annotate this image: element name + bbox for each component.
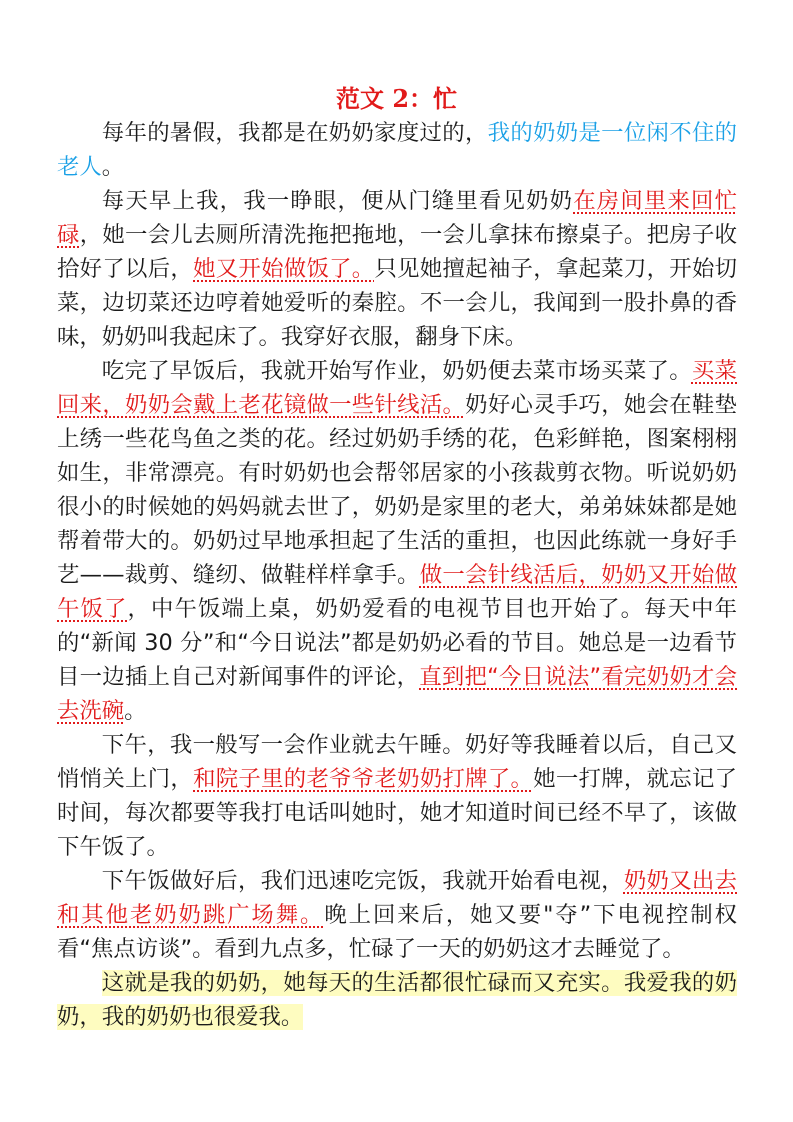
paragraph-1 (57, 116, 737, 184)
paragraph-5-text-1: 下午饭做好后，我们迅速吃完饭，我就开始看电视， (101, 868, 624, 894)
paragraph-5-text-2: 晚上回来后，她又要"夺”下电视控制权看“焦点访谈”。看到九点多，忙碌了一天的奶奶这才去睡觉了。 (57, 902, 738, 962)
paragraph-4-red-phrase-1: 和院子里的老爷爷老奶奶打牌了。 (193, 766, 534, 792)
paragraph-3-text-1: 吃完了早饭后，我就开始写作业，奶奶便去菜市场买菜了。 (101, 358, 692, 384)
paragraph-2-text-2: ，她一会儿去厕所清洗拖把拖地，一会儿拿抹布擦桌子。把房子收拾好了以后， (57, 222, 738, 282)
paragraph-3-red-phrase-1: 买菜回来，奶奶会戴上老花镜做一些针线活。 (57, 358, 738, 418)
paragraph-6-highlighted-conclusion: 这就是我的奶奶，她每天的生活都很忙碌而又充实。我爱我的奶奶，我的奶奶也很爱我。 (57, 970, 737, 1030)
paragraph-3-red-phrase-2: 做一会针线活后，奶奶又开始做午饭了 (57, 562, 738, 622)
paragraph-3-text-2: 奶好心灵手巧，她会在鞋垫上绣一些花鸟鱼之类的花。经过奶奶手绣的花，色彩鲜艳，图案栩栩如生，非常漂亮。有时奶奶也会帮邻居家的小孩裁剪衣物。听说奶奶很小的时候她的妈妈就去世了，奶奶是家里的老大，弟弟妹妹都是她帮着带大的。奶奶过早地承担起了生活的重担，也因此练就一身好手艺——裁剪、缝纫、做鞋样样拿手。 (57, 392, 738, 588)
paragraph-5 (57, 864, 737, 966)
paragraph-2-red-phrase-1: 在房间里来回忙碌 (57, 188, 738, 248)
paragraph-4-text-1: 下午，我一般写一会作业就去午睡。奶好等我睡着以后，自己又悄悄关上门， (57, 732, 737, 792)
paragraph-5-red-phrase-1: 奶奶又出去和其他老奶奶跳广场舞。 (57, 868, 738, 928)
essay-title: 范文 2：忙 (335, 84, 458, 113)
paragraph-2-text-1: 每天早上我，我一睁眼，便从门缝里看见奶奶 (101, 188, 574, 214)
paragraph-4 (57, 728, 737, 864)
paragraph-1-text-1: 每年的暑假，我都是在奶奶家度过的， (101, 120, 488, 146)
paragraph-1-text-2: 。 (101, 154, 125, 180)
paragraph-2 (57, 184, 737, 354)
paragraph-3-text-4: 。 (124, 698, 147, 724)
paragraph-1-blue-highlight: 我的奶奶是一位闲不住的老人 (57, 120, 738, 180)
paragraph-3 (57, 354, 737, 728)
paragraph-2-text-3: 只见她擅起袖子，拿起菜刀，开始切菜，边切菜还边哼着她爱听的秦腔。不一会儿，我闻到一股扑鼻的香味，奶奶叫我起床了。我穿好衣服，翻身下床。 (57, 256, 738, 350)
essay-body (57, 116, 737, 1034)
paragraph-6 (57, 966, 737, 1034)
paragraph-2-red-phrase-2: 她又开始做饭了。 (193, 256, 375, 282)
paragraph-3-text-3: ，中午饭端上桌，奶奶爱看的电视节目也开始了。每天中年的“新闻 30 分”和“今日说法”都是奶奶必看的节目。她总是一边看节目一边插上自己对新闻事件的评论， (57, 596, 738, 690)
paragraph-4-text-2: 她一打牌，就忘记了时间，每次都要等我打电话叫她时，她才知道时间已经不早了，该做下午饭了。 (57, 766, 738, 860)
paragraph-3-red-phrase-3: 直到把“今日说法”看完奶奶才会去洗碗 (57, 664, 737, 724)
